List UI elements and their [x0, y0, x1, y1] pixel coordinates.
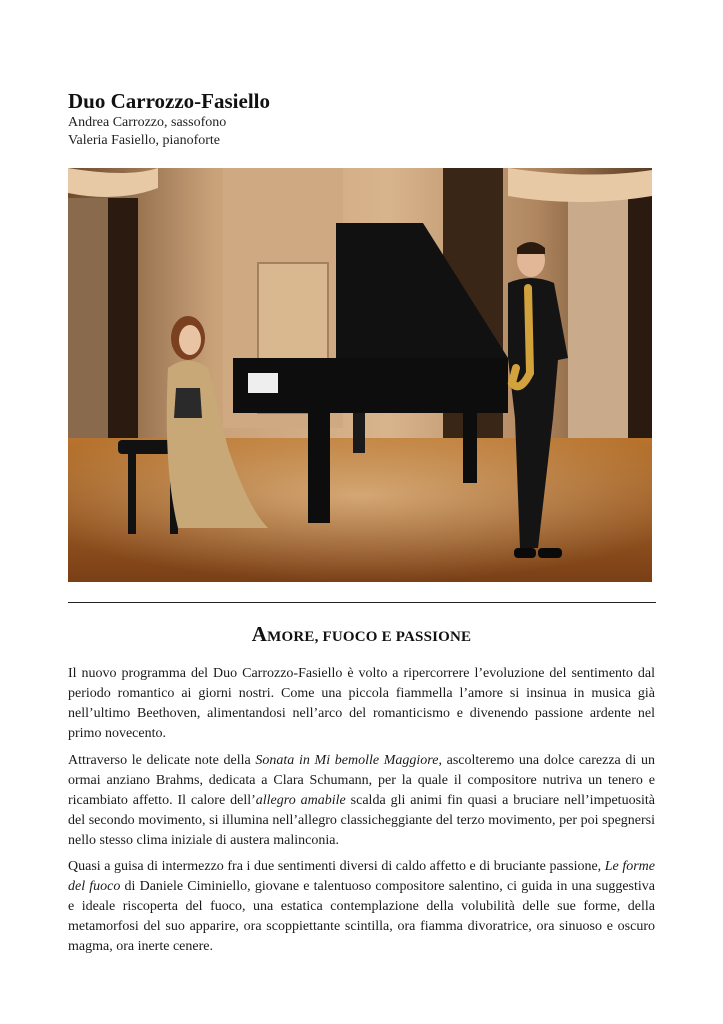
p2-text-e: scalda gli animi fin quasi a bruciare nell’impetuosità del secondo movimento, si illumina nell’allegro classicheggiante del terzo movimento, per poi spegnersi nello stesso clima iniziale di austera malinconia.: [68, 793, 656, 848]
document-header: [68, 88, 270, 150]
section-heading: [0, 622, 723, 647]
heading-initial-cap: A: [251, 622, 268, 646]
saxophonist-credit: Andrea Carrozzo, sassofono: [68, 115, 227, 130]
p2-text-c: , ascolteremo una dolce carezza di un ormai anziano Brahms, dedicata a Clara Schumann, per la quale il compositore nutriva un tenero e ricambiato affetto. Il calore dell’: [68, 753, 655, 808]
duo-title: Duo Carrozzo-Fasiello: [68, 89, 270, 113]
p3-text-c: di Daniele Ciminiello, giovane e talentuoso compositore salentino, ci guida in una suggestiva e ideale riscoperta del fuoco, una estatica contemplazione della volubilità delle sue forme, della metamorfosi del suo apparire, ora scoppiettante scintilla, ora fiamma divoratrice, ora sinuoso e oscuro magma, ora inerte cenere.: [68, 879, 655, 954]
p2-sonata-title: Sonata in Mi bemolle Maggiore: [255, 753, 439, 768]
paragraph-brahms-sonata: [68, 751, 655, 851]
paragraph-program-intro: Il nuovo programma del Duo Carrozzo-Fasiello è volto a ripercorrere l’evoluzione del sentimento dal periodo romantico ai giorni nostri. Come una piccola fiammella l’amore si insinua in musica già nell’ultimo Beethoven, alimentandosi nell’arco del romanticismo e divenendo passione ardente nel primo novecento.: [68, 666, 655, 741]
p3-text-a: Quasi a guisa di intermezzo fra i due sentimenti diversi di caldo affetto e di bruciante passione,: [68, 859, 605, 874]
concert-photo-illustration: [68, 168, 652, 582]
p2-text-a: Attraverso le delicate note della: [68, 753, 256, 768]
pianist-credit: Valeria Fasiello, pianoforte: [68, 133, 221, 148]
concert-photo: [68, 168, 652, 582]
p2-allegro-amabile: allegro amabile: [255, 793, 346, 808]
heading-smallcaps-1: MORE,: [267, 629, 323, 645]
heading-smallcaps-2: FUOCO E PASSIONE: [322, 629, 472, 645]
section-divider: [68, 602, 656, 603]
p3-work-title: Le forme del fuoco: [68, 859, 655, 894]
paragraph-ciminiello: [68, 857, 655, 957]
